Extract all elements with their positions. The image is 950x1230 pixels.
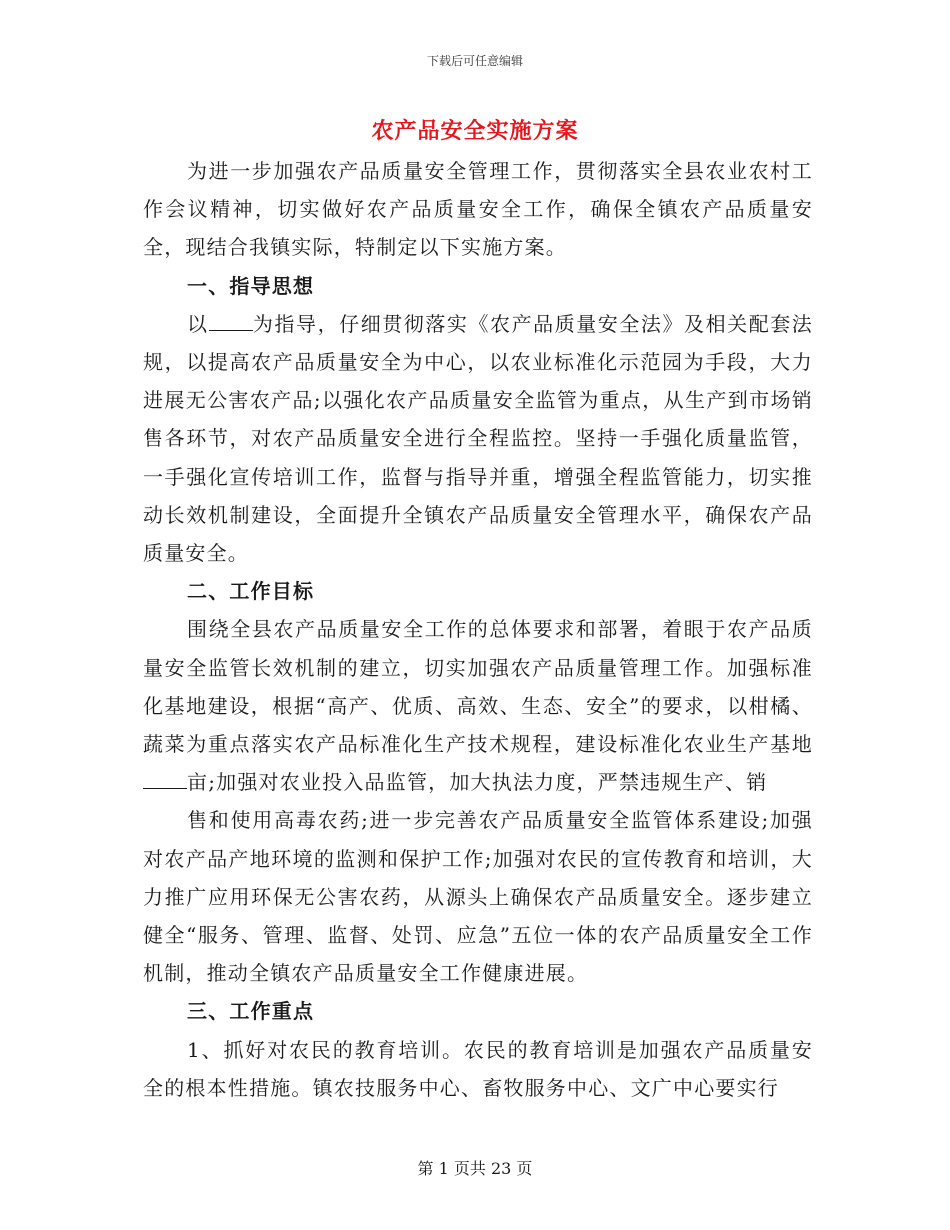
guiding-ideology-paragraph — [143, 305, 813, 572]
page-number: 第 1 页共 23 页 — [417, 1159, 533, 1178]
work-goals-paragraph-1 — [143, 610, 813, 801]
page-header-note: 下载后可任意编辑 — [426, 54, 523, 68]
document-body — [143, 152, 813, 1107]
work-goals-text-end: 亩;加强对农业投入品监管，加大执法力度，严禁违规生产、销 — [187, 770, 768, 795]
guiding-ideology-text-end: 为指导，仔细贯彻落实《农产品质量安全法》及相关配套法规，以提高农产品质量安全为中心，以农业标准化示范园为手段，大力进展无公害农产品;以强化农产品质量安全监管为重点，从生产到市场销售各环节，对农产品质量安全进行全程监控。坚持一手强化质量监管，一手强化宣传培训工作，监督与指导并重，增强全程监管能力，切实推动长效机制建设，全面提升全镇农产品质量安全管理水平，确保农产品质量安全。 — [143, 311, 814, 566]
section-heading-work-goals: 二、工作目标 — [187, 579, 315, 604]
work-goals-paragraph-2: 售和使用高毒农药;进一步完善农产品质量安全监管体系建设;加强对农产品产地环境的监测和保护工作;加强对农民的宣传教育和培训，大力推广应用环保无公害农药，从源头上确保农产品质量安全。逐步建立健全“服务、管理、监督、处罚、应急”五位一体的农产品质量安全工作机制，推动全镇农产品质量安全工作健康进展。 — [143, 808, 813, 986]
work-goals-text-start: 围绕全县农产品质量安全工作的总体要求和部署，着眼于农产品质量安全监管长效机制的建立，切实加强农产品质量管理工作。加强标准化基地建设，根据“高产、优质、高效、生态、安全”的要求，以柑橘、蔬菜为重点落实农产品标准化生产技术规程，建设标准化农业生产基地 — [143, 617, 813, 757]
intro-paragraph: 为进一步加强农产品质量安全管理工作，贯彻落实全县农业农村工作会议精神，切实做好农产品质量安全工作，确保全镇农产品质量安全，现结合我镇实际，特制定以下实施方案。 — [143, 159, 813, 260]
fill-in-blank — [143, 770, 187, 789]
section-heading-guiding-ideology: 一、指导思想 — [187, 273, 315, 298]
work-focus-paragraph-1: 1、抓好对农民的教育培训。农民的教育培训是加强农产品质量安全的根本性措施。镇农技服务中心、畜牧服务中心、文广中心要实行 — [143, 1037, 813, 1100]
document-title: 农产品安全实施方案 — [371, 118, 579, 144]
guiding-ideology-text-start: 以 — [187, 311, 209, 336]
fill-in-blank — [209, 312, 253, 331]
section-heading-work-focus: 三、工作重点 — [187, 999, 315, 1024]
